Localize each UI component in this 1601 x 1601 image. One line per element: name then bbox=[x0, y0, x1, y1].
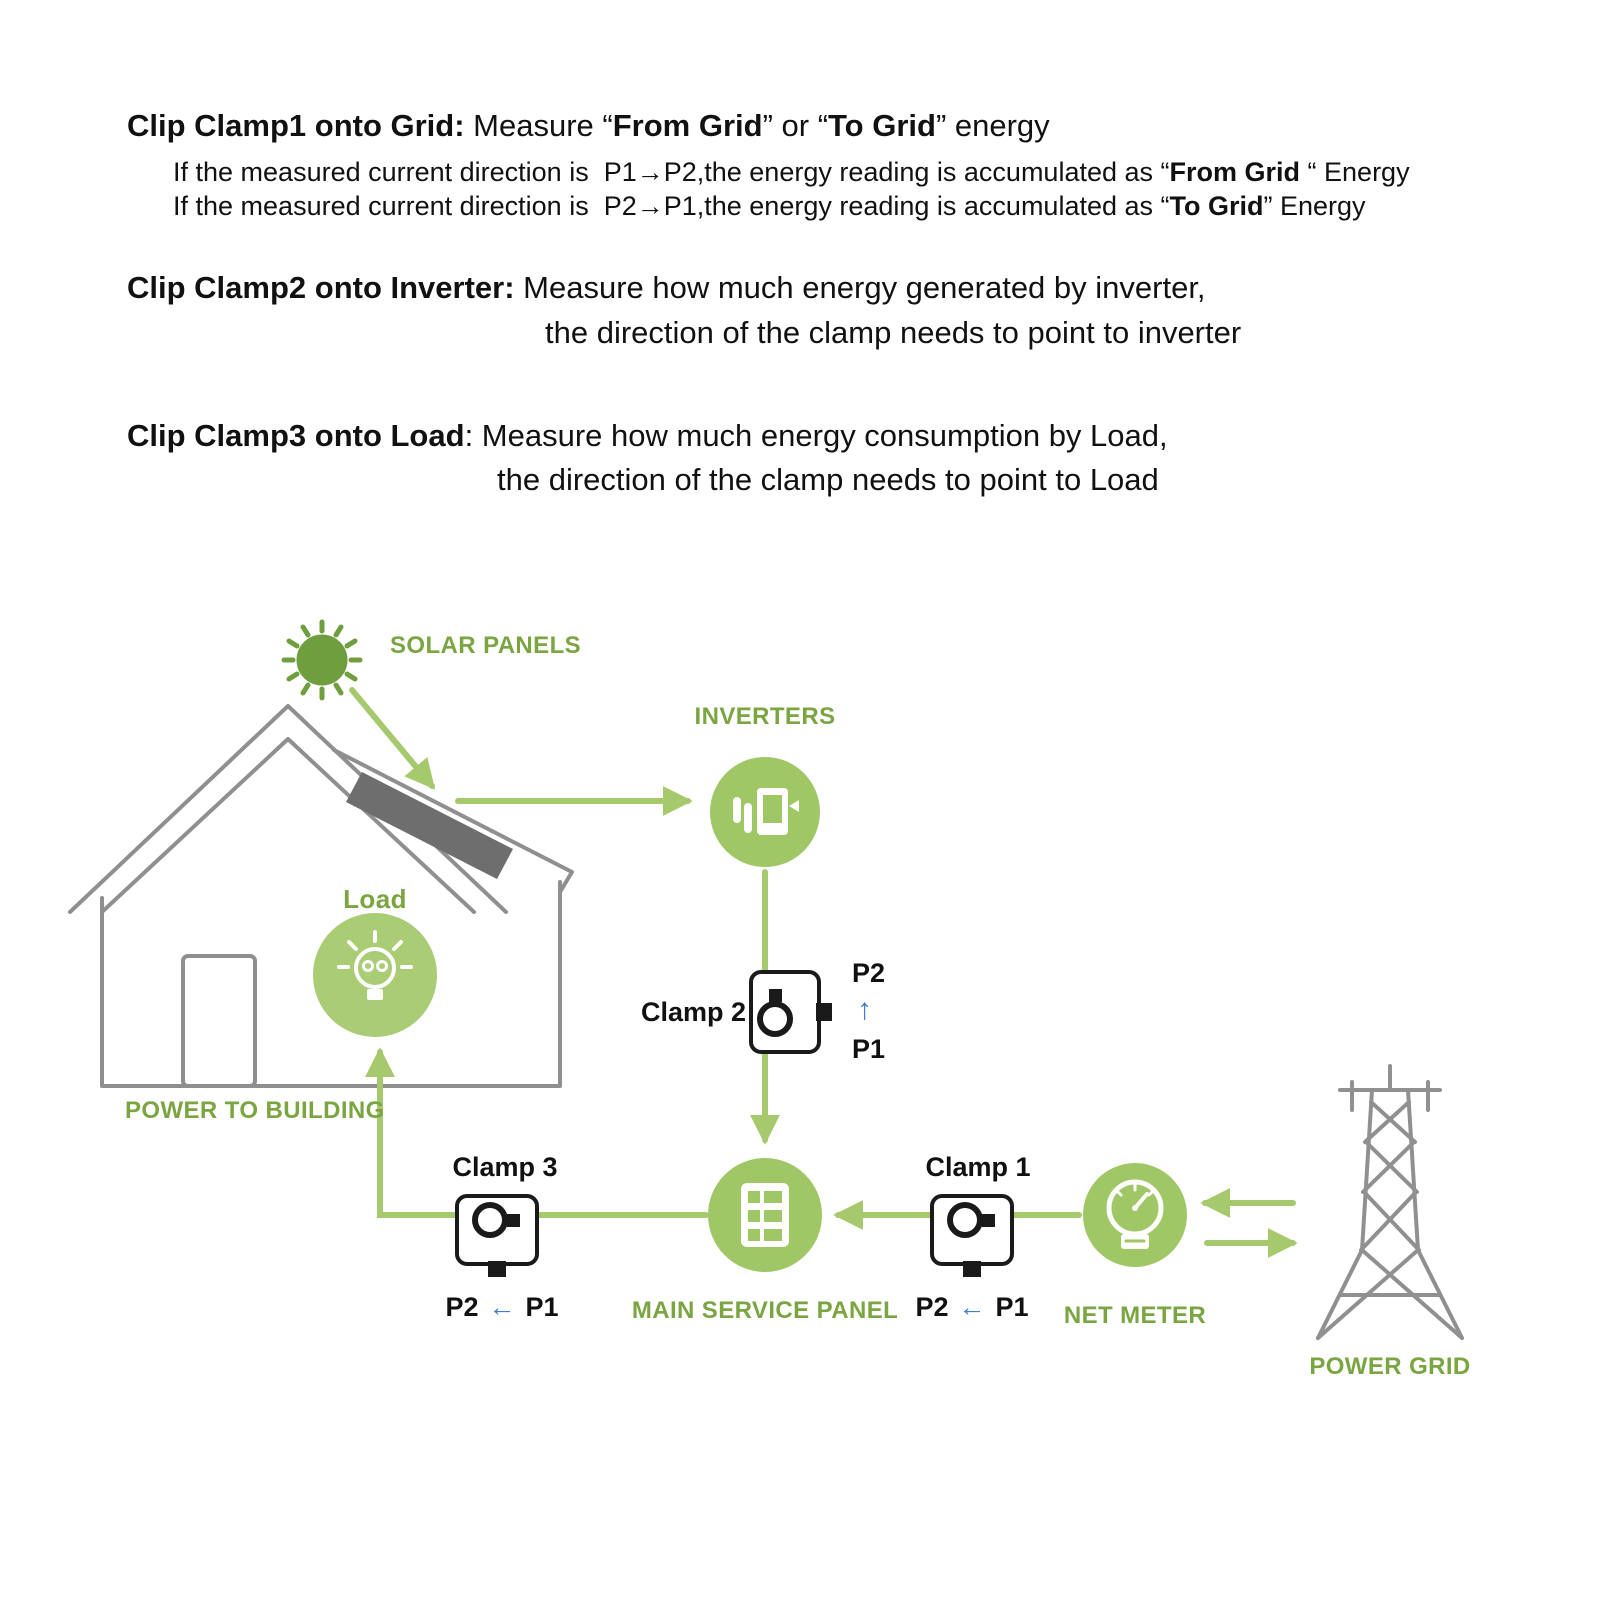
inverters-circle bbox=[710, 757, 820, 867]
text-segment: ” energy bbox=[935, 108, 1050, 143]
tower-icon bbox=[1318, 1066, 1462, 1338]
text-segment: To Grid bbox=[828, 108, 936, 143]
text-segment: Measure how much energy generated by inverter, bbox=[514, 270, 1206, 305]
power-grid-label: POWER GRID bbox=[1309, 1353, 1471, 1380]
text-segment: Measure “ bbox=[464, 108, 613, 143]
roof-solar-panel bbox=[346, 772, 513, 879]
net-meter-circle bbox=[1083, 1163, 1187, 1267]
text-segment: Clip Clamp2 onto Inverter: bbox=[127, 270, 515, 305]
text-segment: From Grid bbox=[1169, 157, 1301, 187]
clamp1-direction bbox=[910, 1292, 1033, 1323]
text-segment: Clip Clamp1 onto Grid: bbox=[127, 108, 465, 143]
text-segment: the direction of the clamp needs to point to Load bbox=[497, 462, 1159, 497]
clamp2-p1-label: P1 bbox=[852, 1034, 886, 1064]
text-segment: If the measured current direction is P1→P2,the energy reading is accumulated as “ bbox=[173, 157, 1170, 187]
clamp1-icon bbox=[932, 1196, 1012, 1277]
clamp2-icon bbox=[751, 972, 832, 1052]
clamp3-label: Clamp 3 bbox=[452, 1152, 558, 1182]
load-circle bbox=[313, 913, 437, 1037]
clamp1-p2-label: P2 bbox=[915, 1292, 949, 1322]
text-segment: ” Energy bbox=[1263, 191, 1366, 221]
house-outline bbox=[70, 706, 572, 1086]
net-meter-label: NET METER bbox=[1063, 1302, 1207, 1329]
text-segment: If the measured current direction is P2→P1,the energy reading is accumulated as “ bbox=[173, 191, 1170, 221]
text-segment: Clip Clamp3 onto Load bbox=[127, 418, 465, 453]
clamp1-direction-arrow: ← bbox=[958, 1292, 986, 1322]
text-segment: From Grid bbox=[612, 108, 763, 143]
load-label: Load bbox=[343, 884, 407, 914]
main-service-panel-label: MAIN SERVICE PANEL bbox=[631, 1297, 899, 1324]
text-segment: “ Energy bbox=[1300, 157, 1410, 187]
power-to-building-label: POWER TO BUILDING bbox=[125, 1097, 385, 1124]
text-segment: the direction of the clamp needs to point to inverter bbox=[545, 315, 1242, 350]
clamp1-p1-label: P1 bbox=[995, 1292, 1029, 1322]
clamp3-direction-arrow: ← bbox=[488, 1292, 516, 1322]
clamp2-p2-label: P2 bbox=[852, 958, 886, 988]
clamp3-direction bbox=[440, 1292, 563, 1323]
clamp3-p2-label: P2 bbox=[445, 1292, 479, 1322]
clamp2-label: Clamp 2 bbox=[641, 997, 747, 1027]
solar-panels-label: SOLAR PANELS bbox=[390, 632, 582, 659]
text-segment: To Grid bbox=[1169, 191, 1264, 221]
sun-icon bbox=[284, 622, 360, 698]
clamp3-p1-label: P1 bbox=[525, 1292, 559, 1322]
inverters-label: INVERTERS bbox=[694, 703, 836, 730]
text-segment: : Measure how much energy consumption by Load, bbox=[464, 418, 1168, 453]
breaker-panel-icon bbox=[741, 1183, 789, 1247]
clamp1-label: Clamp 1 bbox=[925, 1152, 1031, 1182]
main-service-panel-circle bbox=[708, 1158, 822, 1272]
clamp3-icon bbox=[457, 1196, 537, 1277]
clamp2-direction-arrow: ↑ bbox=[857, 993, 872, 1026]
text-segment: ” or “ bbox=[762, 108, 829, 143]
